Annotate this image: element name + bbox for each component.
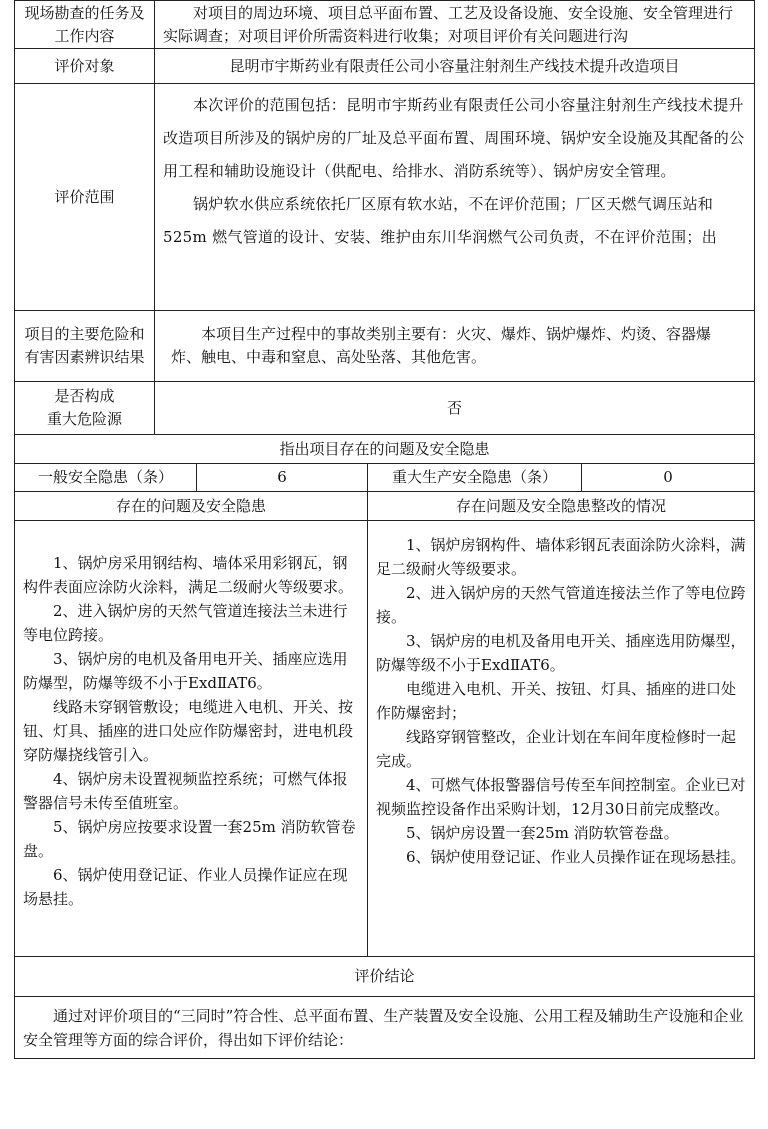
hazards-row <box>15 311 755 382</box>
rectification-column-header: 存在问题及安全隐患整改的情况 <box>368 492 755 521</box>
major-hazard-count: 0 <box>582 464 755 492</box>
major-hazard-label-line2: 重大危险源 <box>46 410 122 428</box>
problems-column-header: 存在的问题及安全隐患 <box>15 492 368 521</box>
rectification-item: 4、可燃气体报警器信号传至车间控制室。企业已对视频监控设备作出采购计划，12月30日前完成整改。 <box>376 776 746 818</box>
problem-item: 4、锅炉房未设置视频监控系统；可燃气体报警器信号未传至值班室。 <box>23 770 348 812</box>
issues-header-row <box>15 492 755 521</box>
object-text: 昆明市宇斯药业有限责任公司小容量注射剂生产线技术提升改造项目 <box>155 49 755 84</box>
evaluation-report-page <box>14 0 754 1059</box>
hazards-text: 本项目生产过程中的事故类别主要有：火灾、爆炸、锅炉爆炸、灼烫、容器爆炸、触电、中毒和窒息、高处坠落、其他危害。 <box>171 325 712 366</box>
scope-paragraph-2: 锅炉软水供应系统依托厂区原有软水站，不在评价范围；厂区天燃气调压站和525m 燃气管道的设计、安装、维护由东川华润燃气公司负责，不在评价范围；出 <box>163 194 718 246</box>
major-hazard-count-label: 重大生产安全隐患（条） <box>368 464 582 492</box>
object-row <box>15 49 755 84</box>
conclusion-row <box>15 997 755 1059</box>
general-hazard-label: 一般安全隐患（条） <box>15 464 197 492</box>
scope-paragraph-1: 本次评价的范围包括：昆明市宇斯药业有限责任公司小容量注射剂生产线技术提升改造项目所涉及的锅炉房的厂址及总平面布置、周围环境、锅炉安全设施及其配备的公用工程和辅助设施设计（供配电、给排水、消防系统等）、锅炉房安全管理。 <box>163 95 745 180</box>
rectification-item: 2、进入锅炉房的天然气管道连接法兰作了等电位跨接。 <box>376 584 746 626</box>
evaluation-summary-table <box>14 0 755 1059</box>
rectification-item: 1、锅炉房钢构件、墙体彩钢瓦表面涂防火涂料，满足二级耐火等级要求。 <box>376 536 746 578</box>
rectification-item: 线路穿钢管整改，企业计划在车间年度检修时一起完成。 <box>376 728 737 770</box>
problem-item: 2、进入锅炉房的天然气管道连接法兰未进行等电位跨接。 <box>23 602 348 644</box>
conclusion-title-row <box>15 957 755 997</box>
survey-text: 对项目的周边环境、项目总平面布置、工艺及设备设施、安全设施、安全管理进行实际调查；对项目评价所需资料进行收集；对项目评价有关问题进行沟 <box>163 3 734 45</box>
problem-item: 5、锅炉房应按要求设置一套25m 消防软管卷盘。 <box>23 818 356 860</box>
problem-item: 3、锅炉房的电机及备用电开关、插座应选用防爆型，防爆等级不小于ExdⅡAT6。 <box>23 650 348 692</box>
major-hazard-value: 否 <box>155 382 755 435</box>
general-hazard-count: 6 <box>197 464 368 492</box>
object-label: 评价对象 <box>15 49 155 84</box>
conclusion-text: 通过对评价项目的“三同时”符合性、总平面布置、生产装置及安全设施、公用工程及辅助生产设施和企业安全管理等方面的综合评价，得出如下评价结论： <box>23 1006 744 1049</box>
conclusion-title: 评价结论 <box>15 957 755 997</box>
survey-row <box>15 1 755 49</box>
issues-content-row <box>15 521 755 957</box>
hazards-label: 项目的主要危险和有害因素辨识结果 <box>15 311 155 382</box>
issues-title: 指出项目存在的问题及安全隐患 <box>15 435 755 464</box>
survey-label: 现场勘查的任务及工作内容 <box>15 1 155 49</box>
rectification-item: 电缆进入电机、开关、按钮、灯具、插座的进口处作防爆密封； <box>376 680 737 722</box>
scope-row <box>15 84 755 311</box>
rectification-item: 3、锅炉房的电机及备用电开关、插座选用防爆型，防爆等级不小于ExdⅡAT6。 <box>376 632 746 674</box>
rectification-list <box>368 521 755 957</box>
problem-item: 1、锅炉房采用钢结构、墙体采用彩钢瓦，钢构件表面应涂防火涂料，满足二级耐火等级要求。 <box>23 554 354 596</box>
rectification-item: 6、锅炉使用登记证、作业人员操作证在现场悬挂。 <box>406 848 746 866</box>
issues-count-row <box>15 464 755 492</box>
scope-label: 评价范围 <box>15 84 155 311</box>
problems-list <box>15 521 368 957</box>
problem-item: 6、锅炉使用登记证、作业人员操作证应在现场悬挂。 <box>23 866 348 908</box>
major-hazard-label-line1: 是否构成 <box>54 387 115 405</box>
issues-title-row <box>15 435 755 464</box>
major-hazard-row <box>15 382 755 435</box>
problem-item: 线路未穿钢管敷设；电缆进入电机、开关、按钮、灯具、插座的进口处应作防爆密封，进电机段穿防爆挠线管引入。 <box>23 698 354 764</box>
rectification-item: 5、锅炉房设置一套25m 消防软管卷盘。 <box>406 824 679 842</box>
